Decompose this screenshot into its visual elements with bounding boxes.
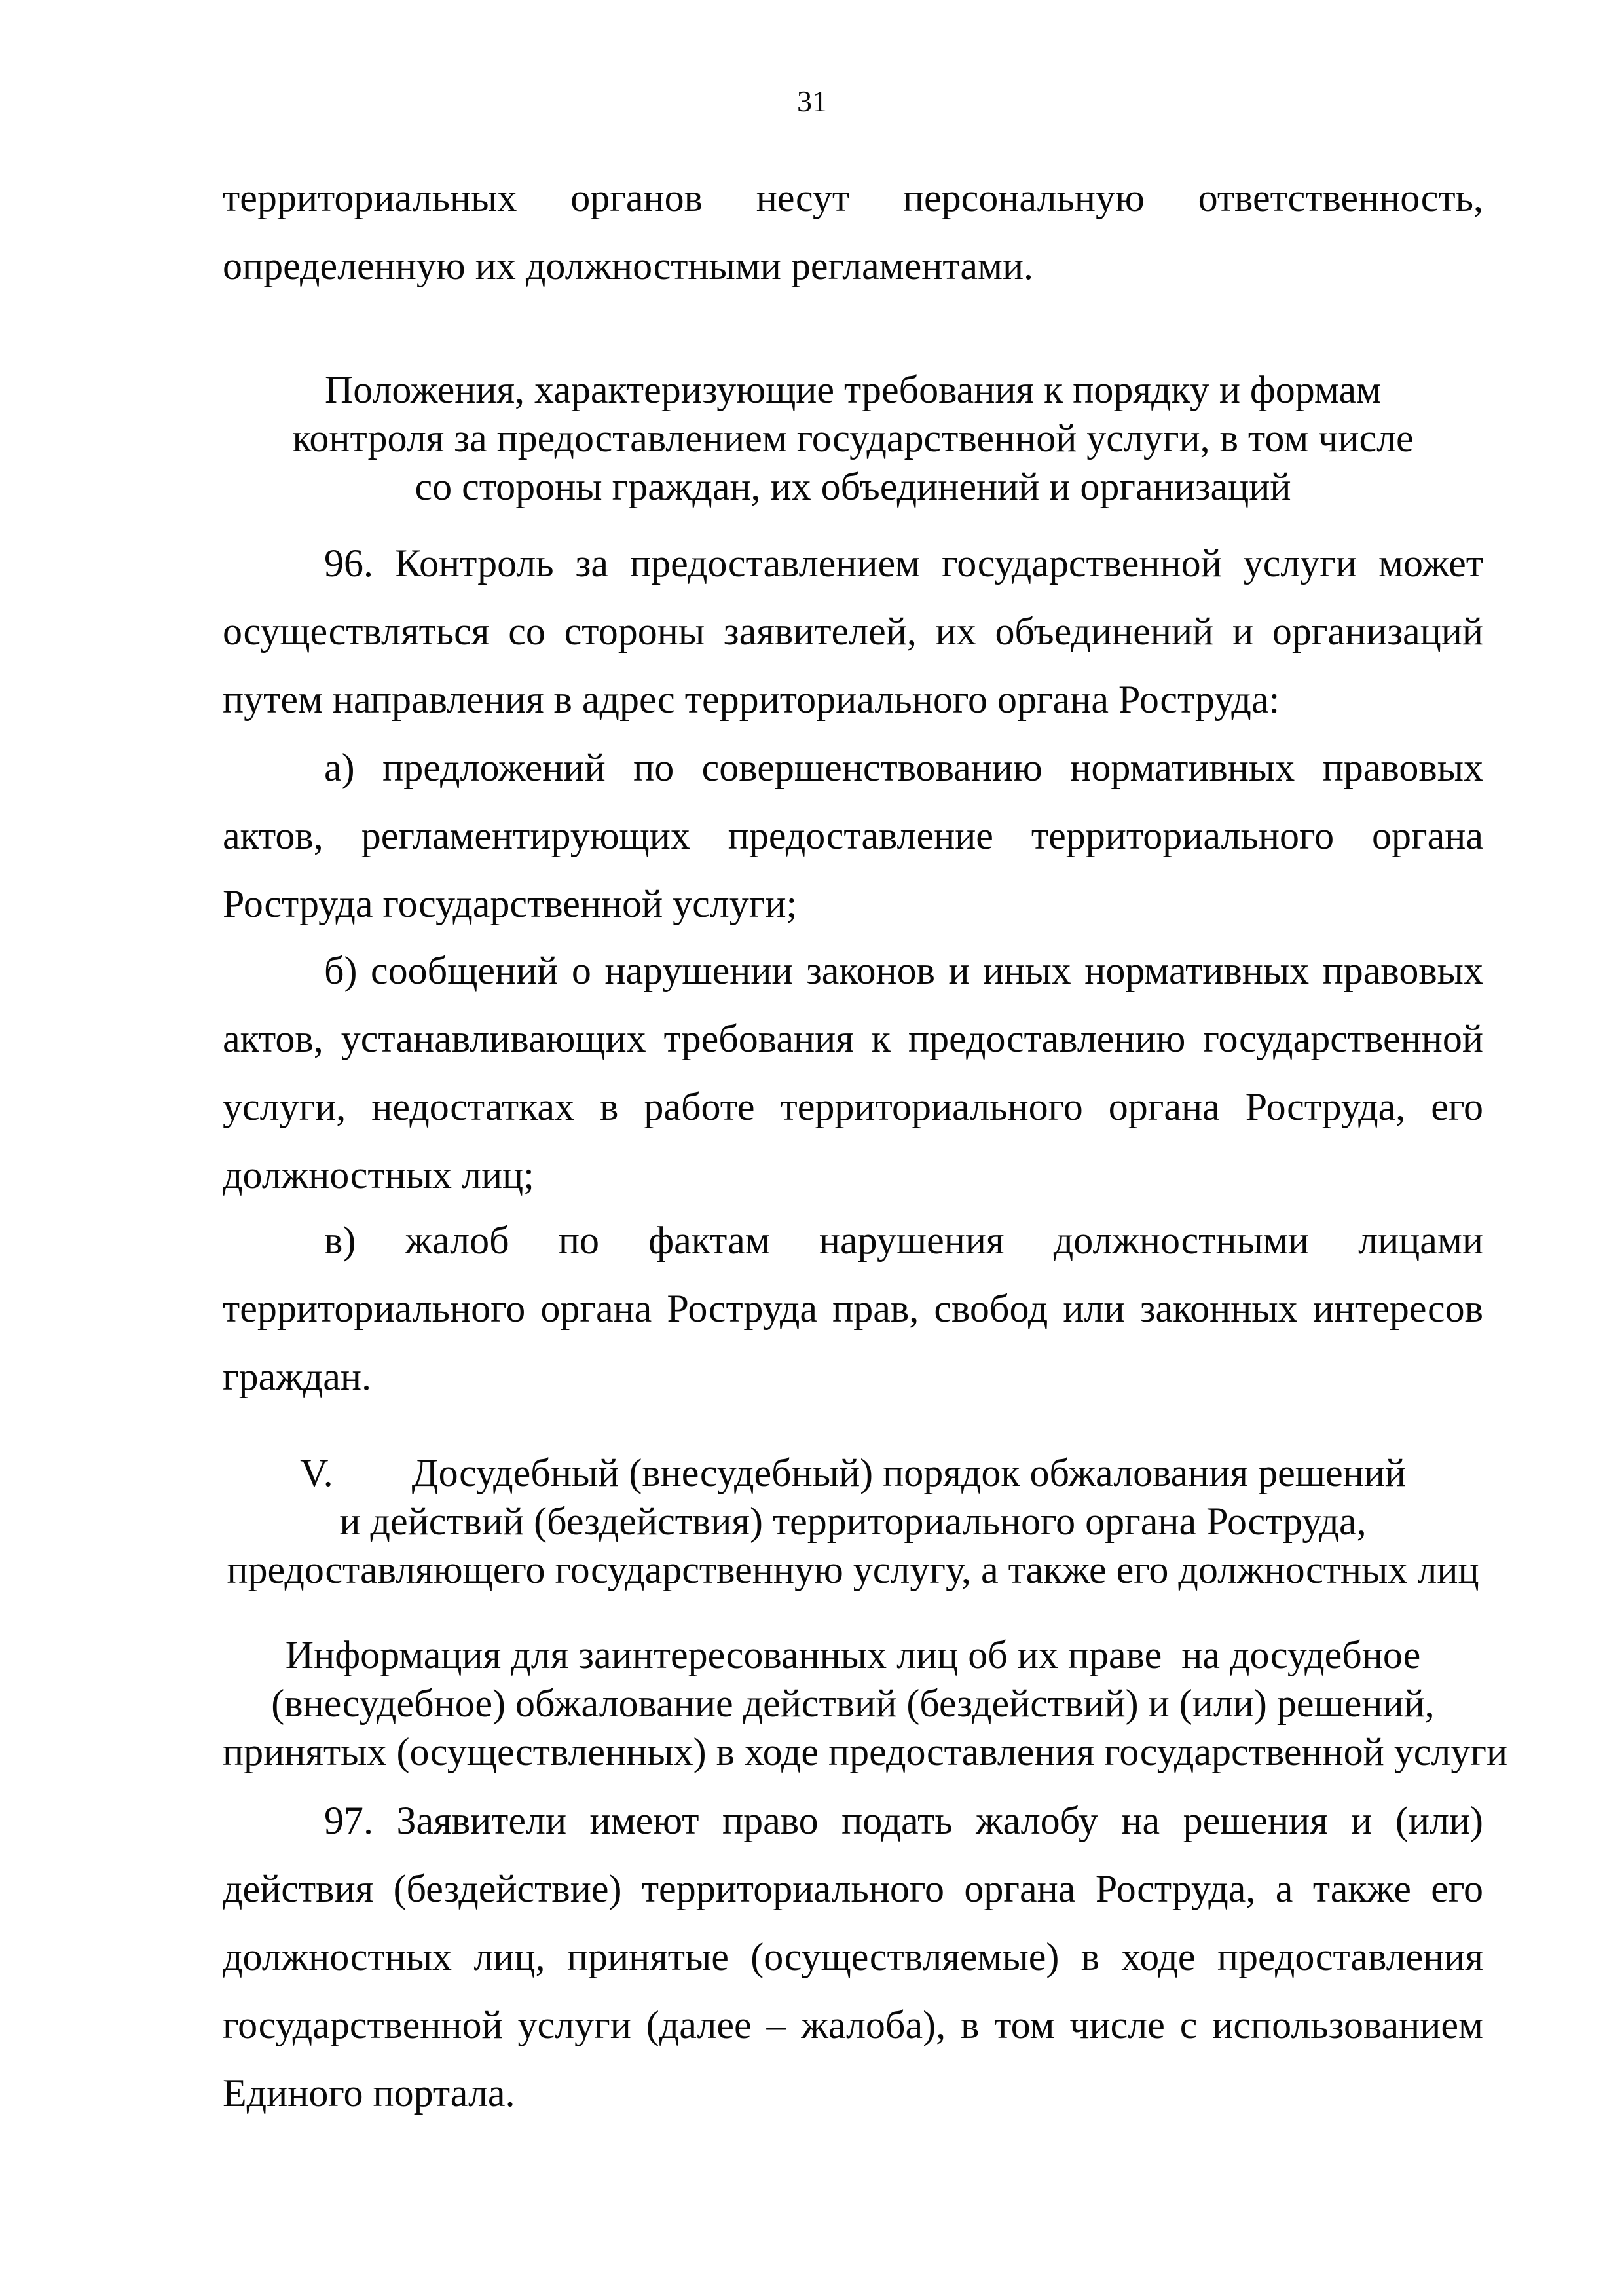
heading-control-line-2: контроля за предоставлением государственной услуги, в том числе [292, 417, 1414, 460]
heading-info-line-1: Информация для заинтересованных лиц об их праве на досудебное [285, 1633, 1421, 1676]
paragraph-96-a: а) предложений по совершенствованию нормативных правовых актов, регламентирующих предоставление территориального органа Роструда государственной услуги; [223, 746, 1483, 925]
section-v-line-2: и действий (бездействия) территориального органа Роструда, [339, 1500, 1367, 1543]
heading-info-line-2: (внесудебное) обжалование действий (бездействий) и (или) решений, [271, 1682, 1435, 1725]
heading-control-line-3: со стороны граждан, их объединений и организаций [415, 465, 1291, 508]
paragraph-96-c: в) жалоб по фактам нарушения должностными лицами территориального органа Роструда прав, свобод или законных интересов граждан. [223, 1219, 1483, 1398]
paragraph-96-b: б) сообщений о нарушении законов и иных нормативных правовых актов, устанавливающих требования к предоставлению государственной услуги, недостатках в работе территориального органа Роструда, его должностных лиц; [223, 949, 1483, 1196]
section-heading-control [223, 365, 1483, 511]
section-v-line-3: предоставляющего государственную услугу, а также его должностных лиц [227, 1548, 1479, 1591]
intro-line-2: определенную их должностными регламентами. [223, 244, 1034, 287]
intro-paragraph [223, 164, 1483, 300]
heading-control-line-1: Положения, характеризующие требования к порядку и формам [324, 368, 1382, 411]
heading-info-line-3: принятых (осуществленных) в ходе предоставления государственной услуги [223, 1730, 1508, 1773]
paragraph-97: 97. Заявители имеют право подать жалобу на решения и (или) действия (бездействие) территориального органа Роструда, а также его должностных лиц, принятые (осуществляемые) в ходе предоставления государственной услуги (далее – жалоба), в том числе с использованием Единого портала. [223, 1799, 1483, 2115]
section-heading-information [223, 1631, 1508, 1776]
intro-line-1: территориальных органов несут персональную ответственность, [223, 176, 1483, 219]
section-v-line-1: V. Досудебный (внесудебный) порядок обжалования решений [300, 1451, 1406, 1494]
page-number: 31 [797, 84, 827, 118]
paragraph-96: 96. Контроль за предоставлением государственной услуги может осуществляться со стороны заявителей, их объединений и организаций путем направления в адрес территориального органа Роструда: [223, 542, 1483, 721]
section-heading-v [223, 1449, 1483, 1594]
